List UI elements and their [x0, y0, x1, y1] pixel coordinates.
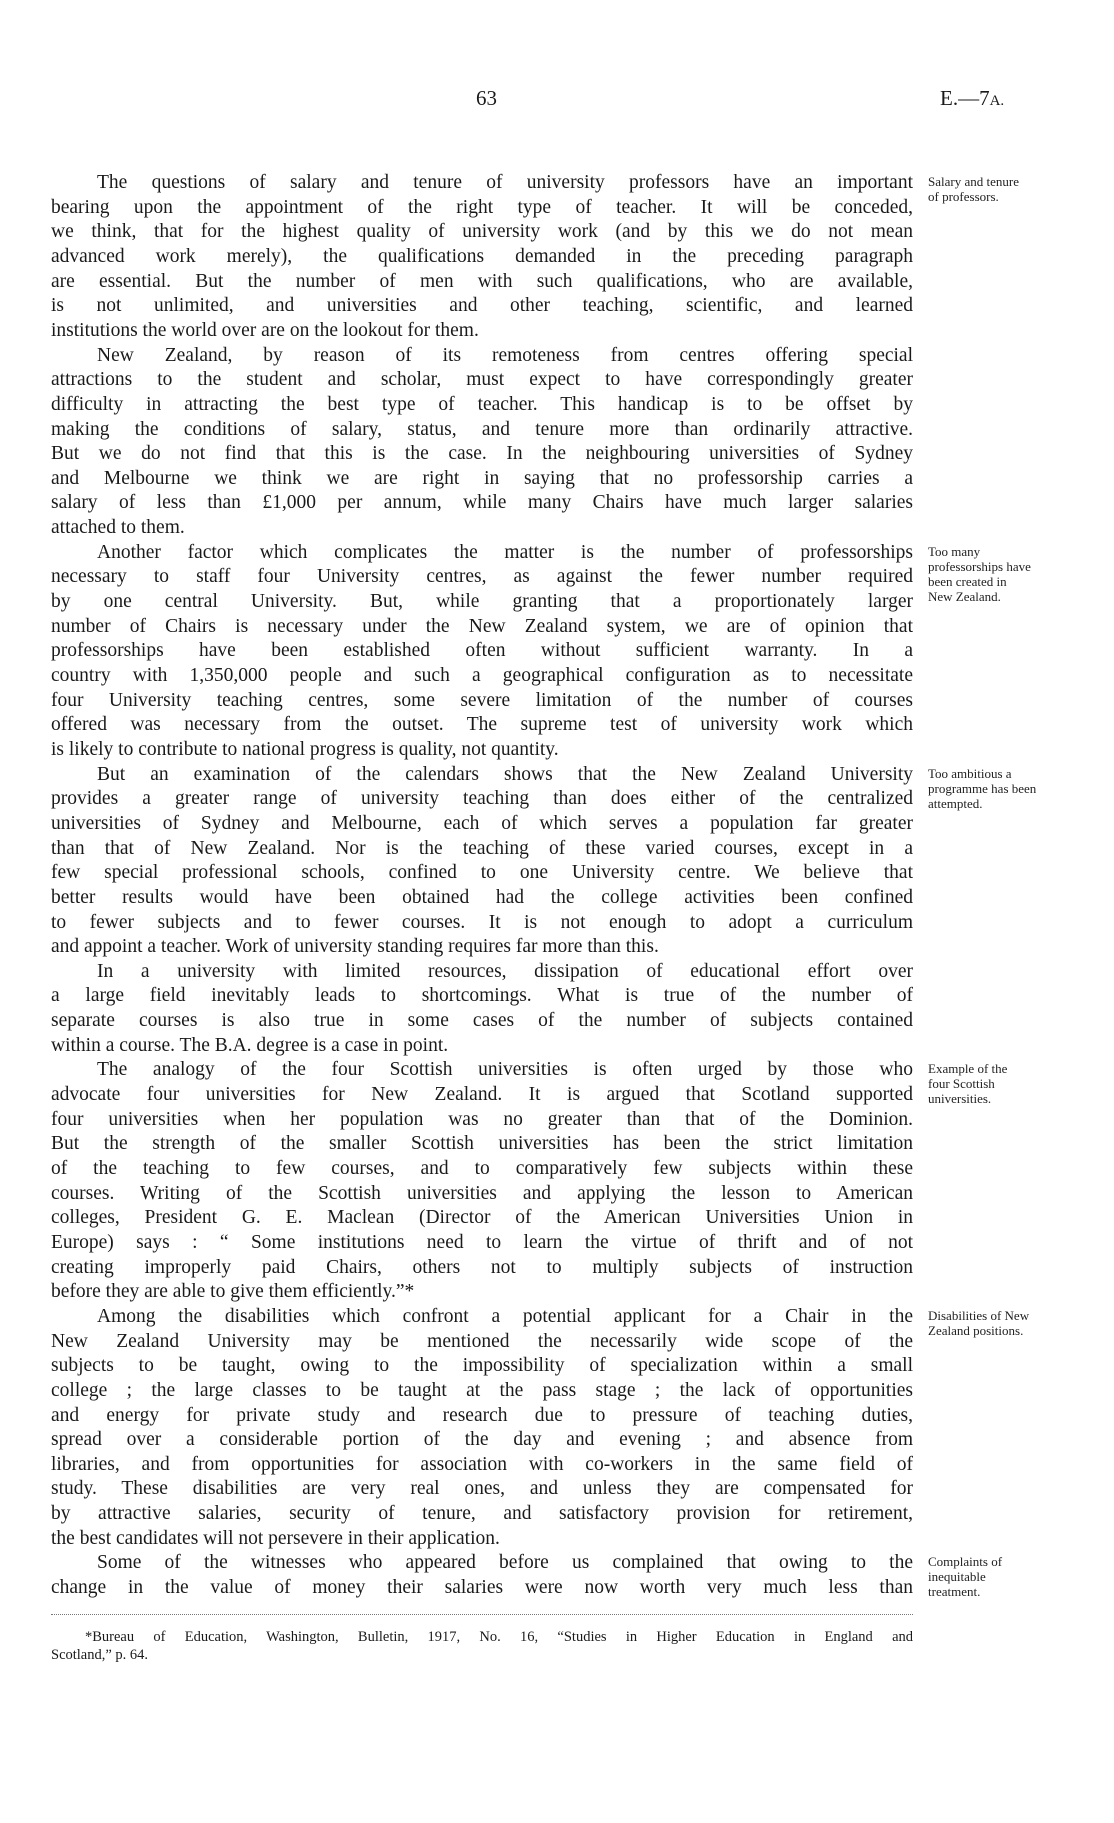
- paragraph-line: But we do not find that this is the case. In the neighbouring universities of Sydney: [51, 443, 913, 465]
- margin-note-line: attempted.: [928, 795, 983, 811]
- paragraph-line: the best candidates will not persevere in their application.: [51, 1527, 500, 1549]
- paragraph-line: change in the value of money their salaries were now worth very much less than: [51, 1577, 913, 1599]
- margin-note: [928, 1308, 1108, 1338]
- margin-note-line: Too many: [928, 543, 981, 559]
- margin-note-line: been created in: [928, 573, 1007, 589]
- paragraph-line: The analogy of the four Scottish universities is often urged by those who: [97, 1059, 913, 1081]
- footnote-line: Scotland,” p. 64.: [51, 1647, 149, 1663]
- paragraph-line: Europe) says : “ Some institutions need to learn the virtue of thrift and of not: [51, 1231, 913, 1253]
- footnote-divider: [51, 1614, 913, 1615]
- document-code-main: E.—7: [940, 86, 990, 110]
- footnote-line: *Bureau of Education, Washington, Bulletin, 1917, No. 16, “Studies in Higher Education in England and: [85, 1629, 913, 1645]
- paragraph-line: four University teaching centres, some severe limitation of the number of courses: [51, 689, 913, 711]
- margin-note: [928, 174, 1108, 204]
- paragraph-line: by one central University. But, while granting that a proportionately larger: [51, 591, 913, 613]
- page-number: 63: [476, 86, 497, 110]
- paragraph-line: New Zealand, by reason of its remoteness from centres offering special: [97, 344, 913, 366]
- paragraph-line: But the strength of the smaller Scottish universities has been the strict limitation: [51, 1133, 913, 1155]
- margin-note-line: Disabilities of New: [928, 1307, 1030, 1323]
- paragraph-line: than that of New Zealand. Nor is the teaching of these varied courses, except in a: [51, 837, 913, 859]
- margin-note-line: inequitable: [928, 1569, 986, 1585]
- paragraph-line: difficulty in attracting the best type of teacher. This handicap is to be offset by: [51, 393, 913, 415]
- paragraph-line: New Zealand University may be mentioned the necessarily wide scope of the: [51, 1330, 913, 1352]
- margin-note-line: programme has been: [928, 780, 1037, 796]
- paragraph-line: within a course. The B.A. degree is a case in point.: [51, 1034, 449, 1056]
- paragraph-line: subjects to be taught, owing to the impossibility of specialization within a small: [51, 1355, 913, 1377]
- paragraph-line: before they are able to give them efficiently.”*: [51, 1281, 415, 1303]
- margin-note: [928, 1061, 1108, 1106]
- paragraph-line: salary of less than £1,000 per annum, while many Chairs have much larger salaries: [51, 492, 913, 514]
- paragraph-line: universities of Sydney and Melbourne, each of which serves a population far greater: [51, 812, 913, 834]
- margin-note: [928, 1554, 1108, 1599]
- paragraph-line: advanced work merely), the qualifications demanded in the preceding paragraph: [51, 245, 913, 267]
- paragraph-line: a large field inevitably leads to shortcomings. What is true of the number of: [51, 985, 913, 1007]
- paragraph-line: colleges, President G. E. Maclean (Director of the American Universities Union in: [51, 1207, 913, 1229]
- paragraph-line: college ; the large classes to be taught at the pass stage ; the lack of opportunities: [51, 1379, 913, 1401]
- margin-note-line: Zealand positions.: [928, 1322, 1024, 1338]
- paragraph-line: better results would have been obtained had the college activities been confined: [51, 886, 913, 908]
- margin-note-line: Example of the: [928, 1061, 1008, 1077]
- footnote: [51, 1628, 913, 1664]
- margin-note-line: of professors.: [928, 189, 999, 204]
- paragraph-line: four universities when her population was no greater than that of the Dominion.: [51, 1108, 913, 1130]
- paragraph-line: In a university with limited resources, dissipation of educational effort over: [97, 960, 913, 982]
- paragraph-line: and appoint a teacher. Work of university standing requires far more than this.: [51, 936, 659, 958]
- paragraph-line: and Melbourne we think we are right in saying that no professorship carries a: [51, 467, 913, 489]
- margin-note-line: professorships have: [928, 558, 1031, 574]
- paragraph-line: we think, that for the highest quality of university work (and by this we do not mean: [51, 221, 913, 243]
- paragraph-line: attached to them.: [51, 517, 185, 539]
- margin-note: [928, 766, 1108, 811]
- paragraph-line: is not unlimited, and universities and other teaching, scientific, and learned: [51, 295, 913, 317]
- paragraph-line: and energy for private study and research due to pressure of teaching duties,: [51, 1404, 913, 1426]
- paragraph-line: is likely to contribute to national progress is quality, not quantity.: [51, 738, 559, 760]
- margin-note-line: New Zealand.: [928, 588, 1001, 604]
- paragraph-line: courses. Writing of the Scottish universities and applying the lesson to American: [51, 1182, 913, 1204]
- paragraph-line: The questions of salary and tenure of university professors have an important: [97, 172, 913, 193]
- paragraph-line: separate courses is also true in some cases of the number of subjects contained: [51, 1010, 913, 1032]
- paragraph-line: country with 1,350,000 people and such a geographical configuration as to necessitate: [51, 665, 913, 686]
- paragraph-line: institutions the world over are on the lookout for them.: [51, 319, 479, 341]
- paragraph-line: provides a greater range of university teaching than does either of the centralized: [51, 788, 913, 810]
- paragraph-line: making the conditions of salary, status, and tenure more than ordinarily attractive.: [51, 418, 913, 440]
- margin-note-line: universities.: [928, 1091, 992, 1107]
- paragraph-line: to fewer subjects and to fewer courses. It is not enough to adopt a curriculum: [51, 911, 913, 933]
- paragraph-line: are essential. But the number of men with such qualifications, who are available,: [51, 270, 913, 292]
- paragraph-line: by attractive salaries, security of tenure, and satisfactory provision for retirement,: [51, 1503, 913, 1525]
- paragraph-line: Some of the witnesses who appeared before us complained that owing to the: [97, 1552, 913, 1574]
- margin-note-line: Complaints of: [928, 1554, 1003, 1570]
- paragraph-line: professorships have been established often without sufficient warranty. In a: [51, 640, 913, 662]
- paragraph-line: offered was necessary from the outset. The supreme test of university work which: [51, 714, 913, 736]
- margin-note-line: treatment.: [928, 1584, 981, 1600]
- margin-note-line: four Scottish: [928, 1076, 995, 1092]
- paragraph-line: spread over a considerable portion of the day and evening ; and absence from: [51, 1429, 913, 1451]
- paragraph-line: libraries, and from opportunities for association with co-workers in the same field of: [51, 1453, 913, 1475]
- paragraph-line: Among the disabilities which confront a potential applicant for a Chair in the: [97, 1305, 913, 1327]
- margin-note: [928, 544, 1108, 604]
- paragraph-line: of the teaching to few courses, and to comparatively few subjects within these: [51, 1158, 913, 1179]
- margin-note-line: Too ambitious a: [928, 765, 1012, 781]
- paragraph-line: number of Chairs is necessary under the New Zealand system, we are of opinion that: [51, 615, 913, 637]
- paragraph-line: Another factor which complicates the matter is the number of professorships: [97, 541, 913, 563]
- document-code: [940, 86, 1004, 111]
- paragraph-line: advocate four universities for New Zealand. It is argued that Scotland supported: [51, 1084, 913, 1106]
- paragraph-line: attractions to the student and scholar, must expect to have correspondingly greater: [51, 369, 913, 391]
- paragraph-line: creating improperly paid Chairs, others not to multiply subjects of instruction: [51, 1256, 913, 1278]
- margin-note-line: Salary and tenure: [928, 174, 1019, 189]
- paragraph-line: few special professional schools, confined to one University centre. We believe that: [51, 862, 913, 884]
- document-code-suffix: A.: [989, 93, 1005, 109]
- paragraph-line: bearing upon the appointment of the right type of teacher. It will be conceded,: [51, 196, 913, 218]
- paragraph-line: study. These disabilities are very real ones, and unless they are compensated for: [51, 1478, 913, 1500]
- paragraph-line: But an examination of the calendars shows that the New Zealand University: [97, 763, 913, 785]
- paragraph-line: necessary to staff four University centres, as against the fewer number required: [51, 566, 913, 588]
